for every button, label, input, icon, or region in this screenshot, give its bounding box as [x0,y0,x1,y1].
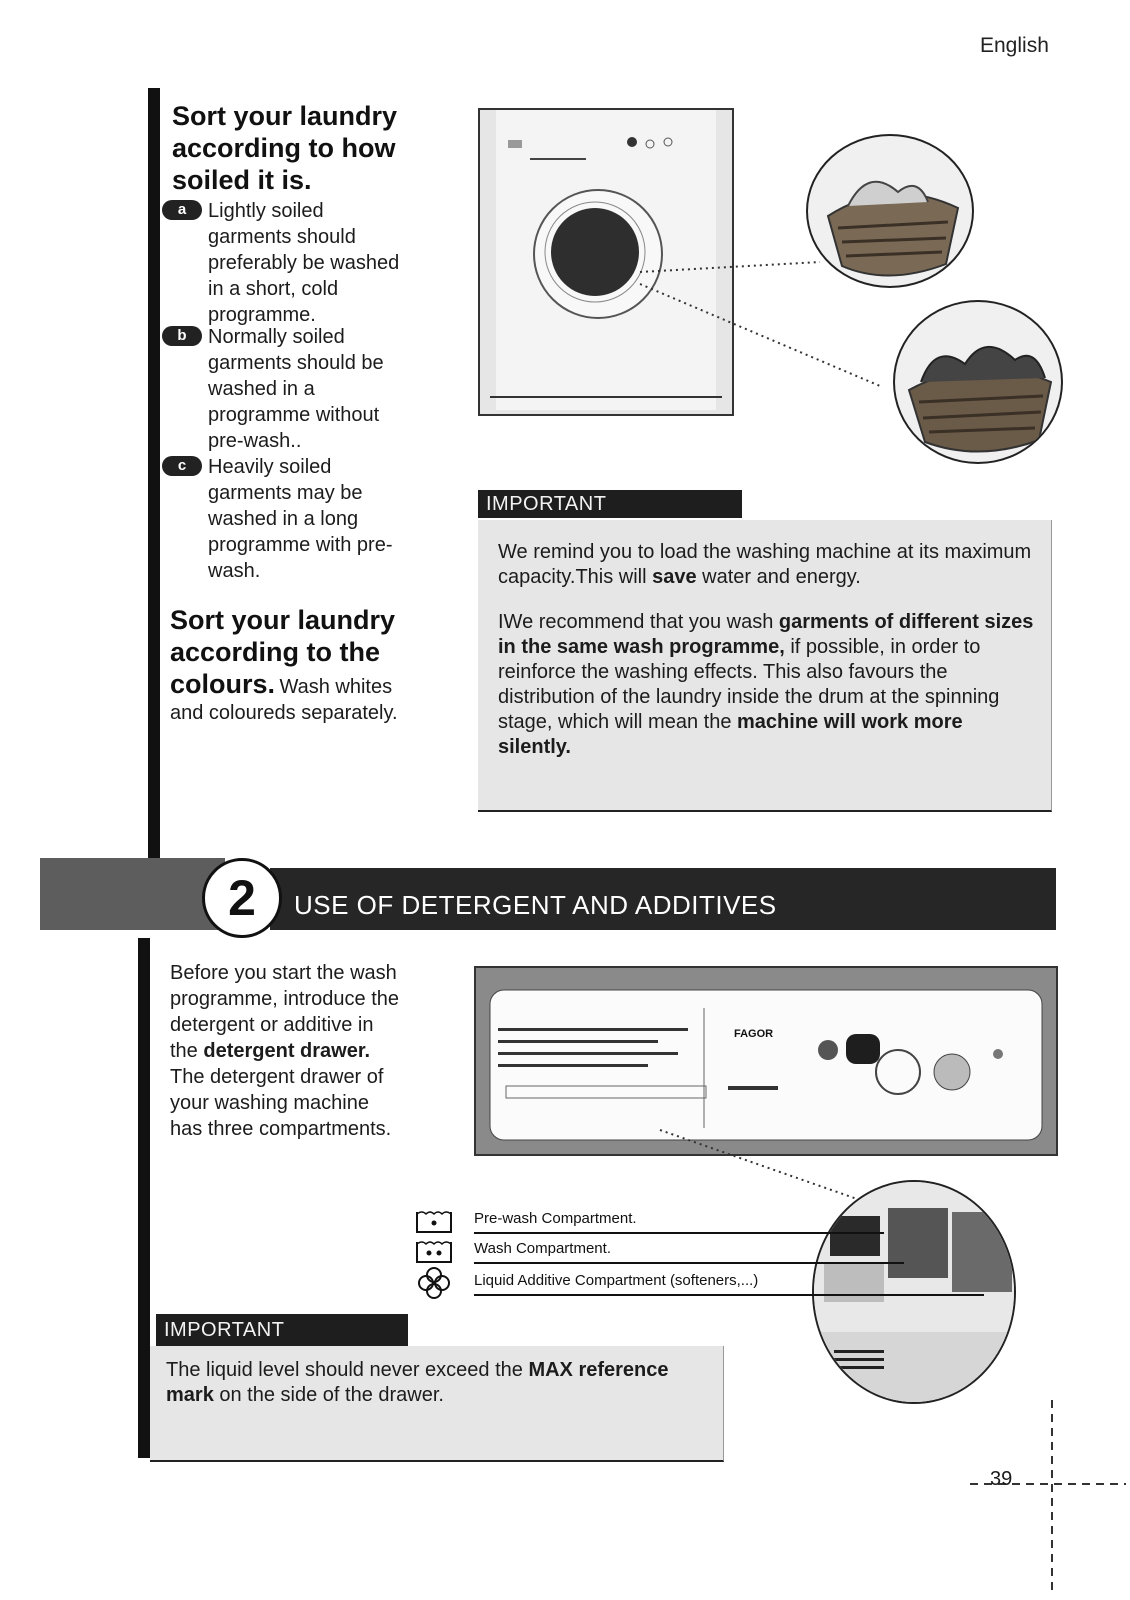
badge-c-icon: c [162,456,202,476]
colours-block [170,604,406,726]
detergent-drawer-image [812,1180,1016,1404]
section-banner-left [40,858,225,930]
important-note-box [478,520,1052,812]
wash-label: Wash Compartment. [474,1240,611,1257]
important-label: IMPORTANT [478,490,742,518]
soil-item-a-text: Lightly soiled garments should preferably be washed in a short, cold programme. [208,200,400,326]
crop-marks [970,1400,1126,1590]
badge-b-icon: b [162,326,202,346]
soil-item-c-text: Heavily soiled garments may be washed in a long programme with pre-wash. [208,456,393,582]
softener-flower-icon [414,1266,454,1300]
left-margin-bar-lower [138,938,150,1458]
wash-pointer [474,1262,904,1264]
panel-brand: FAGOR [734,1028,774,1040]
laundry-basket-icon [808,136,972,286]
pre-wash-label: Pre-wash Compartment. [474,1210,637,1227]
laundry-basket-full-icon [895,302,1061,462]
sort-colours-text: Wash whites and coloureds separately. [170,676,398,724]
softener-row [414,1266,759,1305]
softener-pointer [474,1294,984,1296]
section-title: USE OF DETERGENT AND ADDITIVES [294,890,777,920]
pre-wash-row [414,1206,637,1239]
pre-wash-pointer [474,1232,884,1234]
wash-icon [414,1236,454,1264]
soil-item-b-text: Normally soiled garments should be washed in a programme without pre-wash.. [208,326,384,452]
badge-a-icon: a [162,200,202,220]
wash-row [414,1236,611,1269]
heavy-laundry-basket-image [893,300,1063,464]
page-number: 39 [990,1468,1013,1490]
section-number: 2 [202,858,282,938]
important-label-2: IMPORTANT [156,1314,408,1346]
liquid-level-note: The liquid level should never exceed the MAX reference mark on the side of the drawer. [150,1346,724,1462]
pre-wash-icon [414,1206,454,1234]
drawer-leader-line [650,1120,870,1210]
softener-label: Liquid Additive Compartment (softeners,...) [474,1272,759,1289]
load-capacity-note: We remind you to load the washing machine at its maximum capacity.This will save water and energy. [498,541,1032,588]
sort-soil-title: Sort your laundry according to how soiled it is. [172,101,398,195]
sort-colours-title: Sort your laundry according to the colours. [170,605,396,699]
language-label: English [980,34,1049,57]
detergent-drawer-icon [814,1182,1014,1402]
detergent-intro-text: Before you start the wash programme, introduce the detergent or additive in the detergent drawer. The detergent drawer of your washing machine has three compartments. [170,962,400,1140]
light-laundry-basket-image [806,134,974,288]
garment-sizes-note: IWe recommend that you wash garments of different sizes in the same wash programme, if possible, in order to reinforce the washing effects. This also favours the distribution of the laundry inside the drum at the spinning stage, which will mean the machine will work more silently. [498,611,1034,758]
left-margin-bar [148,88,160,858]
